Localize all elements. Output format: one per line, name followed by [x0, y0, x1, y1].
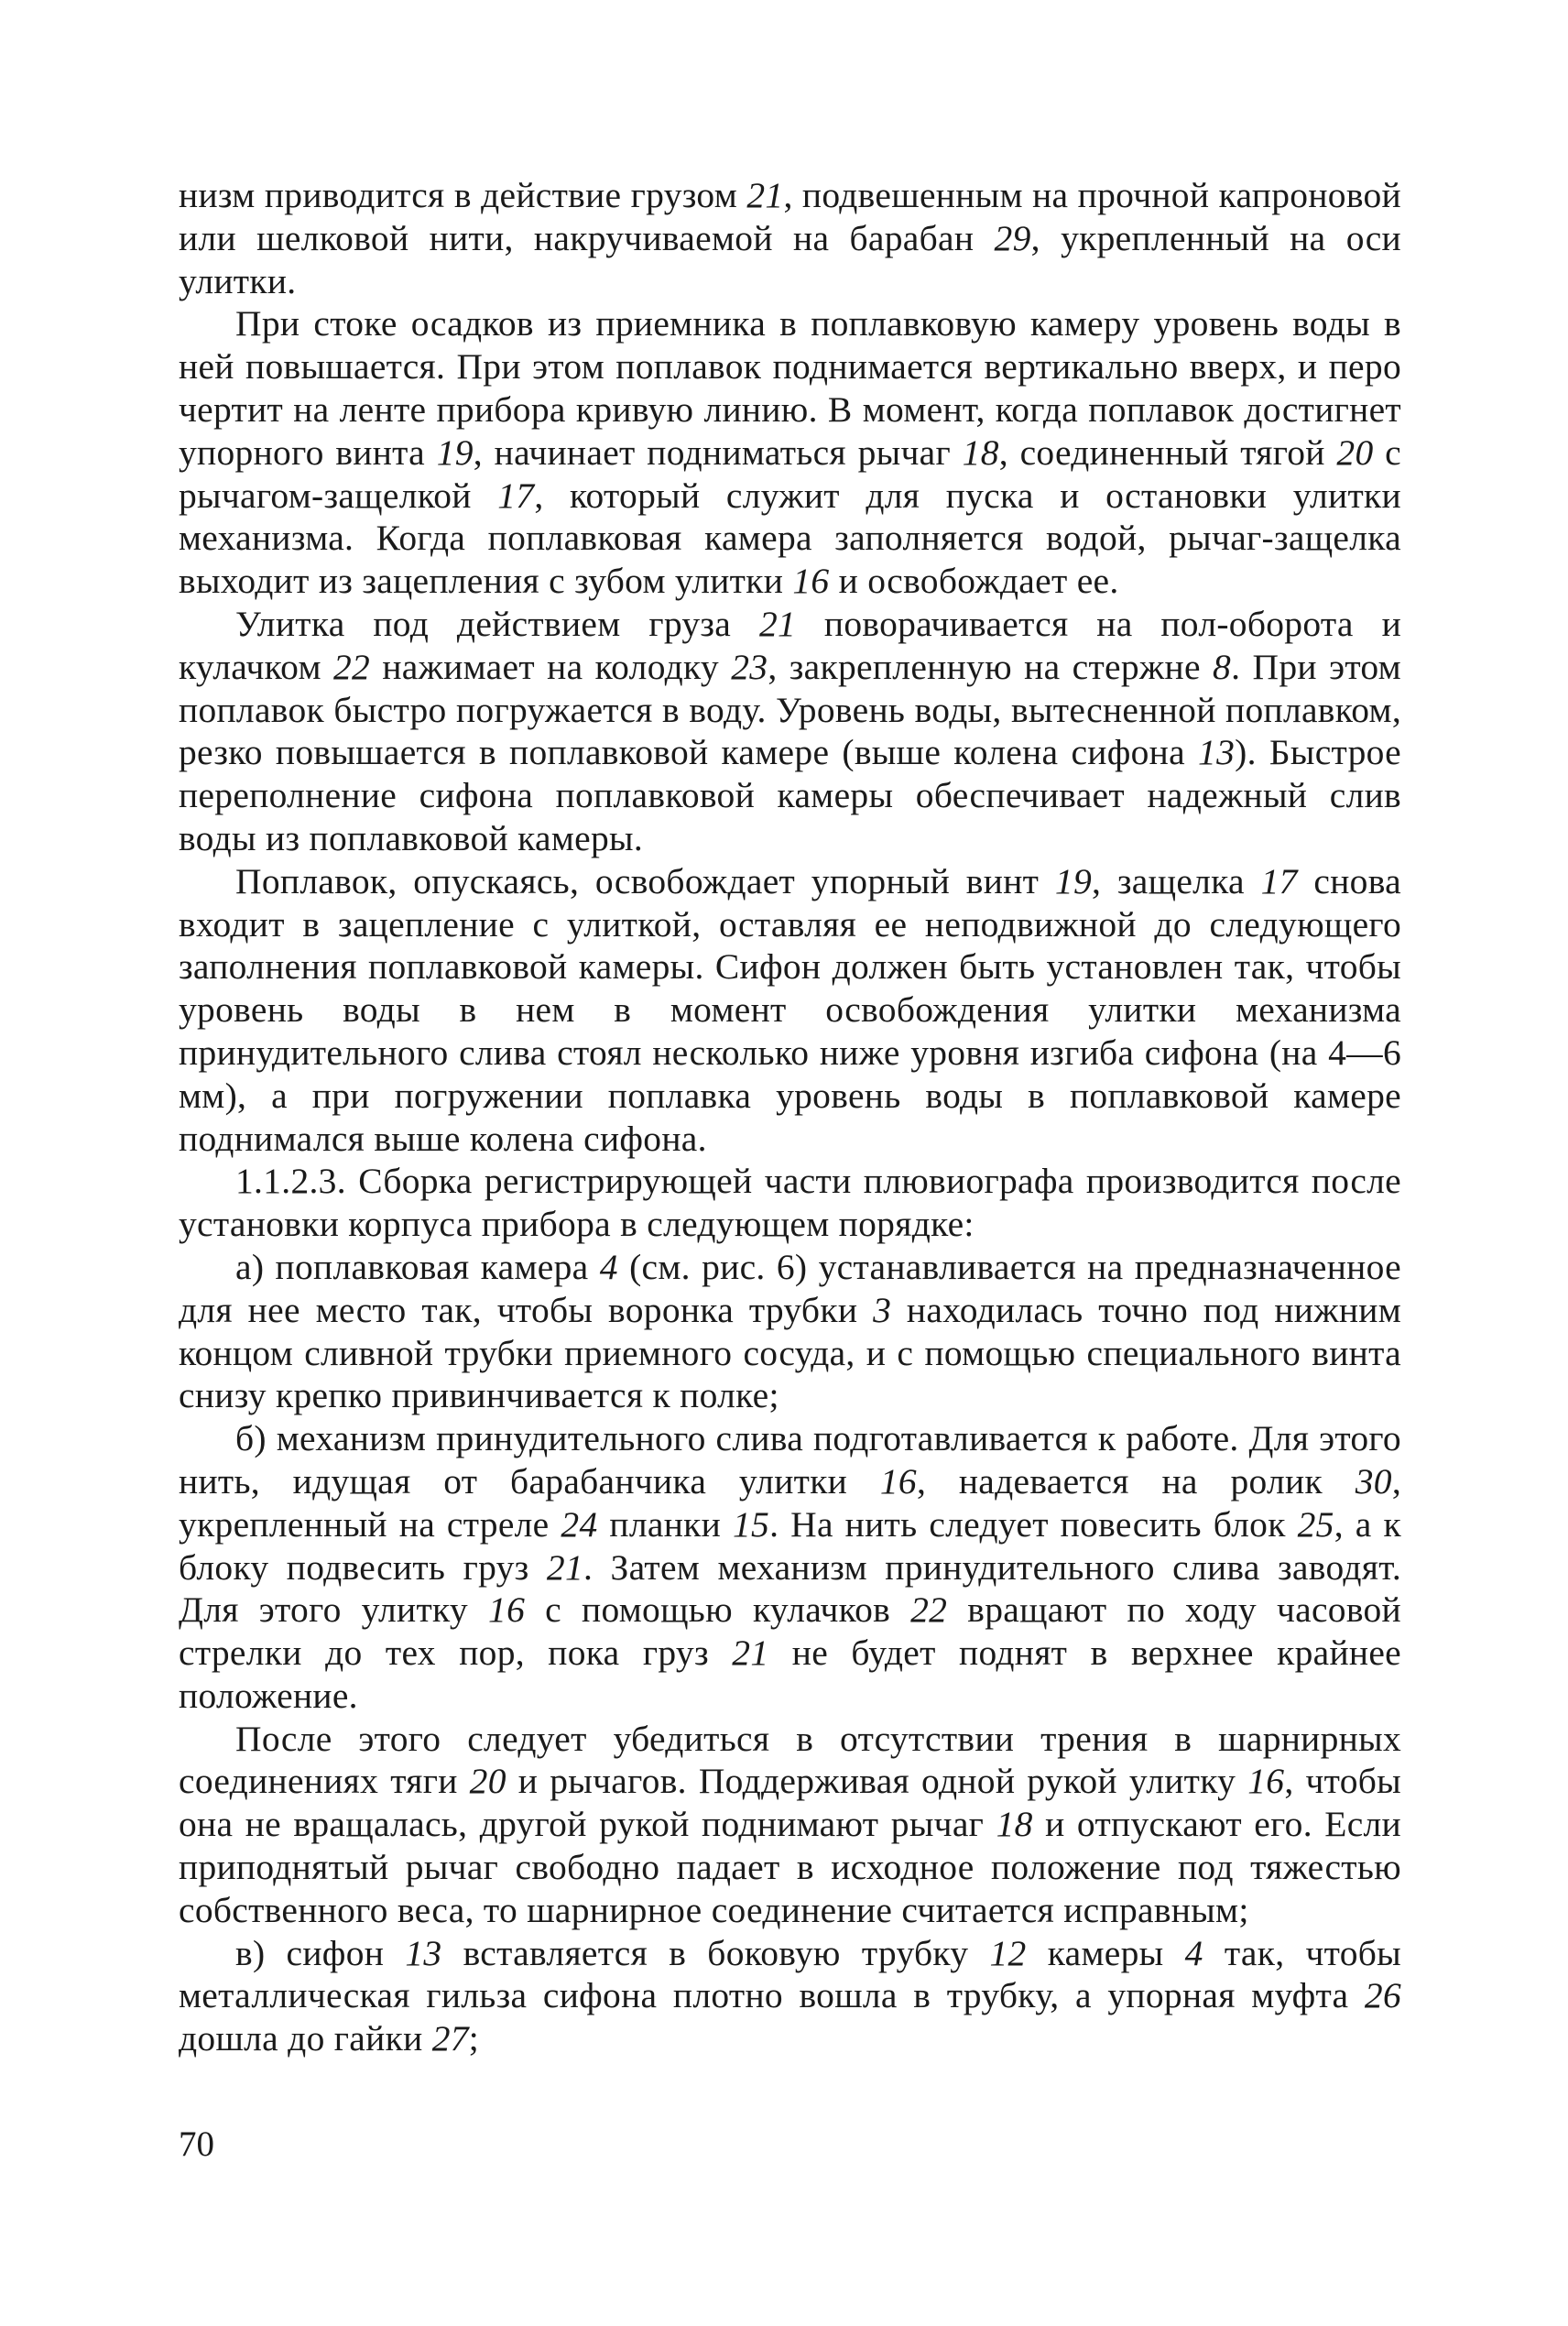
- text-run: с помощью кулачков: [525, 1589, 911, 1631]
- text-run: и отпускают его. Если приподнятый рычаг свободно падает в исходное положение под тяжестью собственного веса, то шарнирное соединение считается исправным;: [179, 1804, 1401, 1930]
- paragraph: [179, 1718, 1401, 1932]
- figure-reference: 15: [732, 1503, 770, 1545]
- text-run: , защелка: [1092, 860, 1261, 901]
- figure-reference: 16: [1247, 1761, 1285, 1802]
- figure-reference: 21: [746, 175, 784, 215]
- figure-reference: 12: [989, 1932, 1027, 1973]
- text-run: а) поплавковая камера: [235, 1246, 600, 1287]
- text-run: в) сифон: [235, 1932, 406, 1973]
- figure-reference: 18: [962, 431, 999, 473]
- text-run: , который служит для пуска и остановки улитки механизма. Когда поплавковая камера заполняется водой, рычаг-защелка выходит из зацепления с зубом улитки: [179, 475, 1401, 602]
- figure-reference: 29: [994, 217, 1031, 258]
- figure-reference: 19: [436, 431, 474, 473]
- figure-reference: 21: [732, 1633, 769, 1674]
- text-run: . При этом поплавок быстро погружается в воду. Уровень воды, вытесненной поплавком, резко повышается в поплавковой камере (выше колена сифона: [179, 646, 1401, 773]
- figure-reference: 21: [758, 603, 797, 644]
- text-run: поворачивается на пол-оборота и кулачком: [179, 603, 1402, 687]
- figure-reference: 4: [599, 1246, 618, 1287]
- paragraph: [179, 174, 1401, 302]
- figure-reference: 20: [469, 1761, 506, 1802]
- figure-reference: 13: [1198, 732, 1236, 773]
- figure-reference: 16: [488, 1589, 526, 1631]
- paragraph: [179, 1932, 1401, 2060]
- text-run: вращают по ходу часовой стрелки до тех пор, пока груз: [179, 1589, 1401, 1674]
- figure-reference: 22: [333, 646, 371, 687]
- paragraph: [179, 603, 1401, 860]
- figure-reference: 27: [431, 2018, 469, 2059]
- body-text: [179, 174, 1401, 2060]
- text-run: дошла до гайки: [179, 2018, 432, 2059]
- text-run: 1.1.2.3. Сборка регистрирующей части плювиографа производится после установки корпуса прибора в следующем порядке:: [179, 1161, 1401, 1245]
- figure-reference: 16: [792, 561, 830, 602]
- text-run: планки: [597, 1503, 733, 1545]
- figure-reference: 24: [561, 1503, 598, 1545]
- text-run: , закрепленную на стержне: [768, 646, 1214, 687]
- text-run: находилась точно под нижним концом сливной трубки приемного сосуда, и с помощью специального винта снизу крепко привинчивается к полке;: [179, 1289, 1401, 1416]
- paragraph: [179, 860, 1401, 1161]
- text-run: После этого следует убедиться в отсутствии трения в шарнирных соединениях тяги: [179, 1718, 1401, 1802]
- figure-reference: 4: [1184, 1932, 1203, 1973]
- paragraph: [179, 302, 1401, 603]
- figure-reference: 20: [1336, 431, 1374, 473]
- text-run: б) механизм принудительного слива подготавливается к работе. Для этого нить, идущая от барабанчика улитки: [179, 1418, 1401, 1502]
- text-run: и освобождает ее.: [829, 561, 1119, 602]
- text-run: При стоке осадков из приемника в поплавковую камеру уровень воды в ней повышается. При этом поплавок поднимается вертикально вверх, и перо чертит на ленте прибора кривую линию. В момент, когда поплавок достигнет упорного винта: [179, 303, 1401, 473]
- figure-reference: 19: [1054, 860, 1092, 901]
- figure-reference: 17: [497, 475, 535, 516]
- paragraph: [179, 1246, 1401, 1417]
- text-run: ;: [468, 2018, 480, 2059]
- text-run: , надевается на ролик: [916, 1460, 1356, 1502]
- figure-reference: 30: [1355, 1460, 1392, 1502]
- text-run: ). Быстрое переполнение сифона поплавковой камеры обеспечивает надежный слив воды из поплавковой камеры.: [179, 732, 1401, 858]
- text-run: не будет поднят в верхнее крайнее положение.: [179, 1633, 1402, 1716]
- figure-reference: 22: [910, 1589, 948, 1631]
- text-run: снова входит в зацепление с улиткой, оставляя ее неподвижной до следующего заполнения поплавковой камеры. Сифон должен быть установлен так, чтобы уровень воды в нем в момент освобождения улитки механизма принудительного слива стоял несколько ниже уровня изгиба сифона (на 4—6 мм), а при погружении поплавка уровень воды в поплавковой камере поднимался выше колена сифона.: [179, 860, 1401, 1159]
- text-run: Улитка под действием груза: [235, 603, 759, 644]
- text-run: , укрепленный на оси улитки.: [179, 217, 1401, 301]
- text-run: Поплавок, опускаясь, освобождает упорный винт: [235, 860, 1055, 901]
- paragraph: [179, 1160, 1401, 1246]
- text-run: . Затем механизм принудительного слива заводят. Для этого улитку: [179, 1546, 1401, 1631]
- text-run: (см. рис. 6) устанавливается на предназначенное для нее место так, чтобы воронка трубки: [179, 1246, 1401, 1330]
- text-run: , соединенный тягой: [998, 431, 1337, 473]
- figure-reference: 8: [1213, 646, 1232, 687]
- figure-reference: 17: [1260, 860, 1298, 901]
- text-run: и рычагов. Поддерживая одной рукой улитку: [506, 1761, 1248, 1802]
- figure-reference: 3: [873, 1289, 892, 1330]
- figure-reference: 16: [879, 1460, 917, 1502]
- text-run: низм приводится в действие грузом: [179, 175, 747, 215]
- page-number: 70: [179, 2124, 214, 2164]
- figure-reference: 13: [405, 1932, 442, 1973]
- document-page: [179, 174, 1401, 2060]
- text-run: вставляется в боковую трубку: [441, 1932, 990, 1973]
- figure-reference: 26: [1364, 1975, 1401, 2016]
- text-run: с рычагом-защелкой: [179, 431, 1402, 516]
- text-run: , укрепленный на стреле: [179, 1460, 1401, 1545]
- figure-reference: 25: [1297, 1503, 1334, 1545]
- text-run: нажимает на колодку: [370, 646, 732, 687]
- text-run: так, чтобы металлическая гильза сифона плотно вошла в трубку, а упорная муфта: [179, 1932, 1401, 2016]
- text-run: , начинает подниматься рычаг: [473, 431, 963, 473]
- figure-reference: 23: [731, 646, 768, 687]
- text-run: , подвешенным на прочной капроновой или шелковой нити, накручиваемой на барабан: [179, 175, 1401, 258]
- text-run: . На нить следует повесить блок: [769, 1503, 1298, 1545]
- text-run: , чтобы она не вращалась, другой рукой поднимают рычаг: [179, 1761, 1401, 1845]
- text-run: , а к блоку подвесить груз: [179, 1503, 1401, 1588]
- figure-reference: 18: [996, 1804, 1033, 1845]
- text-run: камеры: [1026, 1932, 1185, 1973]
- paragraph: [179, 1417, 1401, 1718]
- figure-reference: 21: [546, 1546, 583, 1588]
